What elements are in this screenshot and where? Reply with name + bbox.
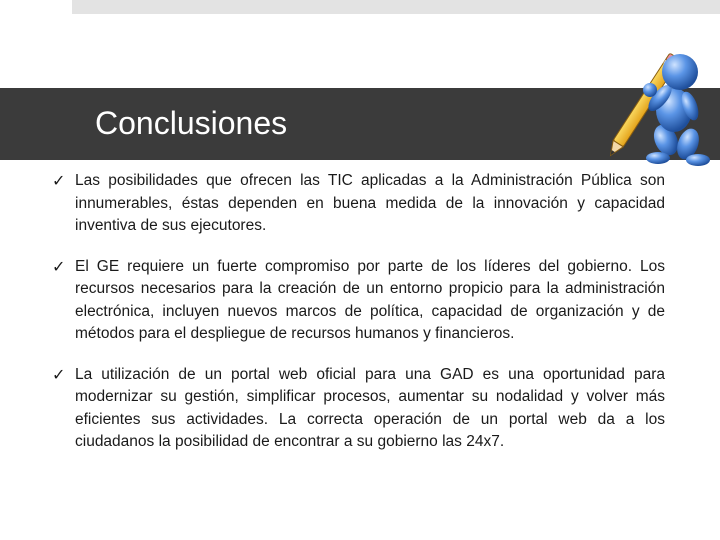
checkmark-icon: ✓ bbox=[52, 364, 66, 384]
top-decorative-strip bbox=[72, 0, 720, 14]
list-item-text: La utilización de un portal web oficial para una GAD es una oportunidad para modernizar su gestión, simplificar procesos, aumentar su nodalidad y volver más eficientes sus actividades. La correcta operación de un portal web da a los ciudadanos la posibilidad de encontrar a su gobierno las 24x7. bbox=[75, 365, 665, 450]
checkmark-icon: ✓ bbox=[52, 171, 66, 190]
list-item bbox=[50, 170, 665, 238]
conclusions-list bbox=[50, 170, 665, 454]
list-item-text: El GE requiere un fuerte compromiso por parte de los líderes del gobierno. Los recursos necesarios para la creación de un entorno propicio para la administración electrónica, incluyen nuevos marcos de política, capacidad de organización y de métodos para el despliegue de recursos humanos y financieros. bbox=[75, 257, 665, 342]
list-item-text: Las posibilidades que ofrecen las TIC aplicadas a la Administración Pública son innumerables, éstas dependen en buena medida de la innovación y capacidad inventiva de sus ejecutores. bbox=[75, 172, 665, 234]
slide-title: Conclusiones bbox=[95, 105, 288, 141]
list-item bbox=[50, 364, 665, 454]
figure-with-pencil-icon bbox=[600, 40, 712, 168]
checkmark-icon: ✓ bbox=[52, 256, 66, 276]
list-item bbox=[50, 256, 665, 346]
